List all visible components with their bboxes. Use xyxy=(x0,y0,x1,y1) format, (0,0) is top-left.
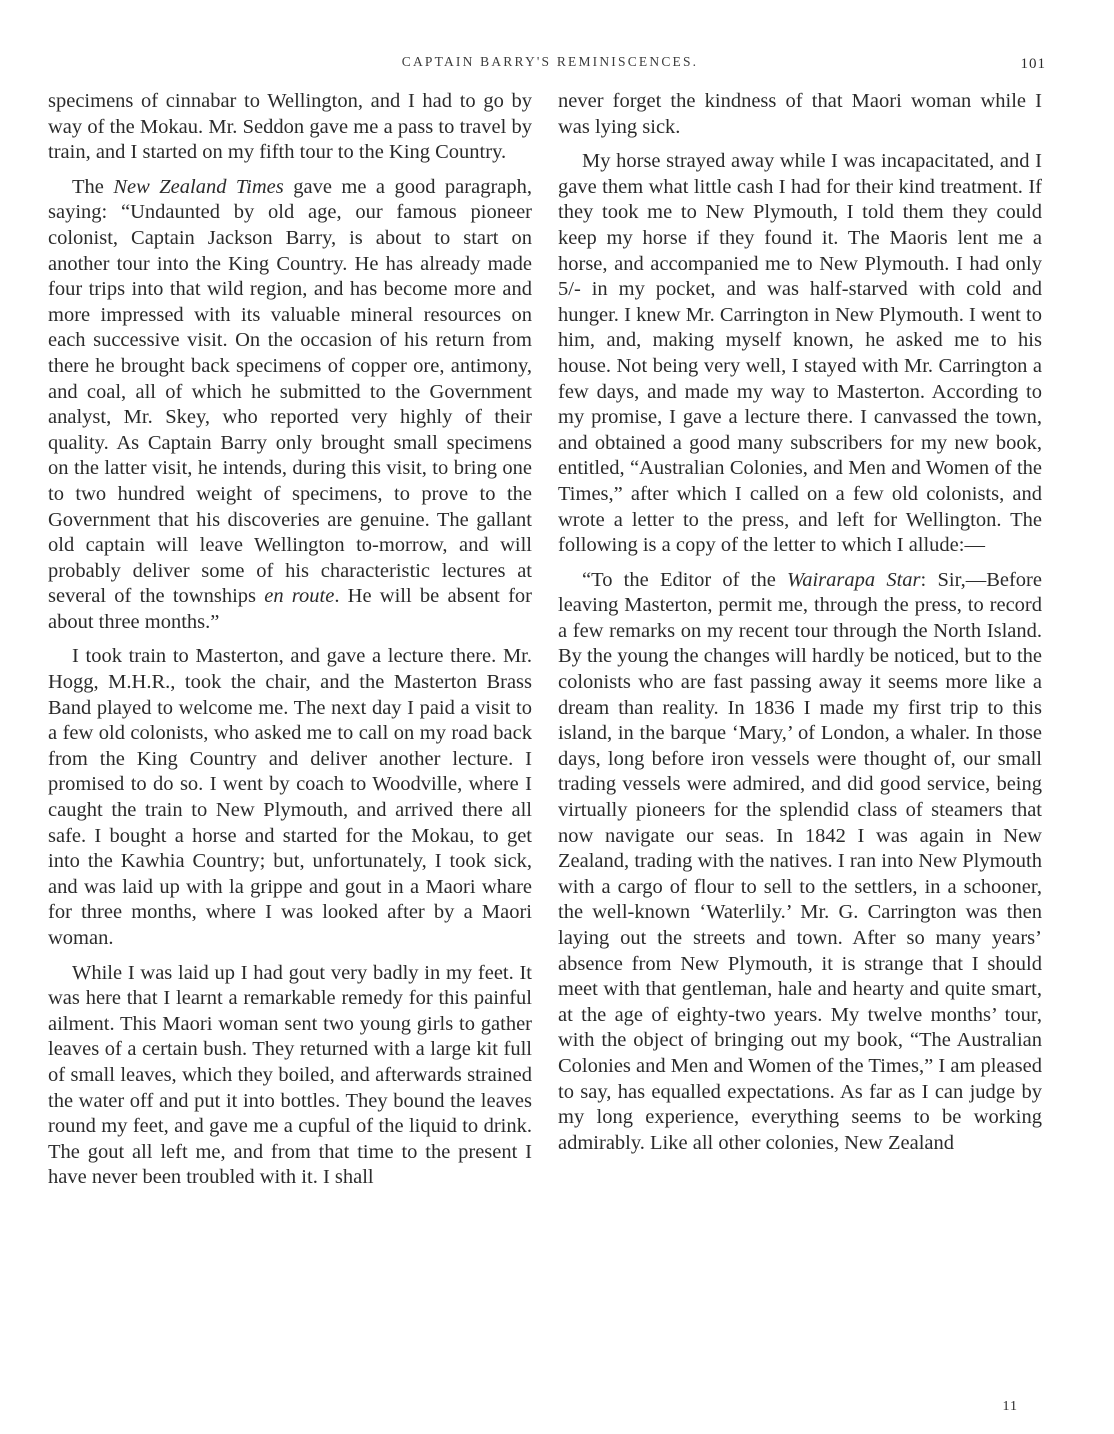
paragraph: I took train to Masterton, and gave a lecture there. Mr. Hogg, M.H.R., took the chair, and the Masterton Brass Band played to welcome me. The next day I paid a visit to a few old colonists, who asked me to call on my road back from the King Country and deliver another lecture. I promised to do so. I went by coach to Woodville, where I caught the train to New Plymouth, and arrived there all safe. I bought a horse and started for the Mokau, to get into the Kawhia Country; but, unfortunately, I took sick, and was laid up with la grippe and gout in a Maori whare for three months, where I was looked after by a Maori woman. xyxy=(48,645,532,949)
paragraph: “To the Editor of the Wairarapa Star: Sir,—Before leaving Masterton, permit me, through the press, to record a few remarks on my recent tour through the North Island. By the young the changes will hardly be noticed, but to the colonists who are fast passing away it seems more like a dream than reality. In 1836 I made my first trip to this island, in the barque ‘Mary,’ of London, a whaler. In those days, long before iron vessels were thought of, our small trading vessels were admired, and did good service, being virtually pioneers for the splendid class of steamers that now navigate our seas. In 1842 I was again in New Zealand, trading with the natives. I ran into New Plymouth with a cargo of flour to sell to the settlers, in a schooner, the well-known ‘Waterlily.’ Mr. G. Carrington was then laying out the streets and town. After so many years’ absence from New Plymouth, it is strange that I should meet with that gentleman, hale and hearty and quite smart, at the age of eighty-two years. My twelve months’ tour, with the object of bringing out my book, “The Australian Colonies and Men and Women of the Times,” I am pleased to say, has equalled expectations. As far as I can judge by my long experience, everything seems to be working admirably. Like all other colonies, New Zealand xyxy=(558,568,1042,1154)
page-number: 101 xyxy=(1020,56,1046,72)
paragraph: never forget the kindness of that Maori woman while I was lying sick. xyxy=(558,90,1042,138)
italic-title: New Zealand Times xyxy=(113,175,284,198)
left-column xyxy=(48,89,532,1200)
signature-mark: 11 xyxy=(1002,1399,1018,1414)
running-head xyxy=(0,52,1114,76)
paragraph: My horse strayed away while I was incapacitated, and I gave them what little cash I had for their kind treatment. If they took me to New Plymouth, I told them they could keep my horse if they found it. The Maoris lent me a horse, and accompanied me to New Plymouth. I had only 5/- in my pocket, and was half-starved with cold and hunger. I knew Mr. Carrington in New Plymouth. I went to him, and, making myself known, he asked me to his house. Not being very well, I stayed with Mr. Carrington a few days, and made my way to Masterton. According to my promise, I gave a lecture there. I canvassed the town, and obtained a good many subscribers for my new book, entitled, “Australian Colonies, and Men and Women of the Times,” after which I called on a few old colonists, and wrote a letter to the press, and left for Wellington. The following is a copy of the letter to which I allude:— xyxy=(558,150,1042,557)
paragraph: specimens of cinnabar to Wellington, and I had to go by way of the Mokau. Mr. Seddon gave me a pass to travel by train, and I started on my fifth tour to the King Country. xyxy=(48,90,532,164)
italic-title: Wairarapa Star xyxy=(787,568,921,591)
paragraph: While I was laid up I had gout very badly in my feet. It was here that I learnt a remarkable remedy for this painful ailment. This Maori woman sent two young girls to gather leaves of a certain bush. They returned with a large kit full of small leaves, which they boiled, and afterwards strained the water off and put it into bottles. They bound the leaves round my feet, and gave me a cupful of the liquid to drink. The gout all left me, and from that time to the present I have never been troubled with it. I shall xyxy=(48,961,532,1189)
right-column xyxy=(558,89,1042,1165)
running-title: CAPTAIN BARRY'S REMINISCENCES. xyxy=(401,54,699,69)
italic-phrase: en route xyxy=(264,585,335,608)
paragraph: The New Zealand Times gave me a good paragraph, saying: “Undaunted by old age, our famous pioneer colonist, Captain Jackson Barry, is about to start on another tour into the King Country. He has already made four trips into that wild region, and has become more and more impressed with its valuable mineral resources on each successive visit. On the occasion of his return from there he brought back specimens of copper ore, antimony, and coal, all of which he submitted to the Government analyst, Mr. Skey, who reported very highly of their quality. As Captain Barry only brought small specimens on the latter visit, he intends, during this visit, to bring one to two hundred weight of specimens, to prove to the Government that his discoveries are genuine. The gallant old captain will leave Wellington to-morrow, and will probably deliver some of his characteristic lectures at several of the townships en route. He will be absent for about three months.” xyxy=(48,175,532,633)
